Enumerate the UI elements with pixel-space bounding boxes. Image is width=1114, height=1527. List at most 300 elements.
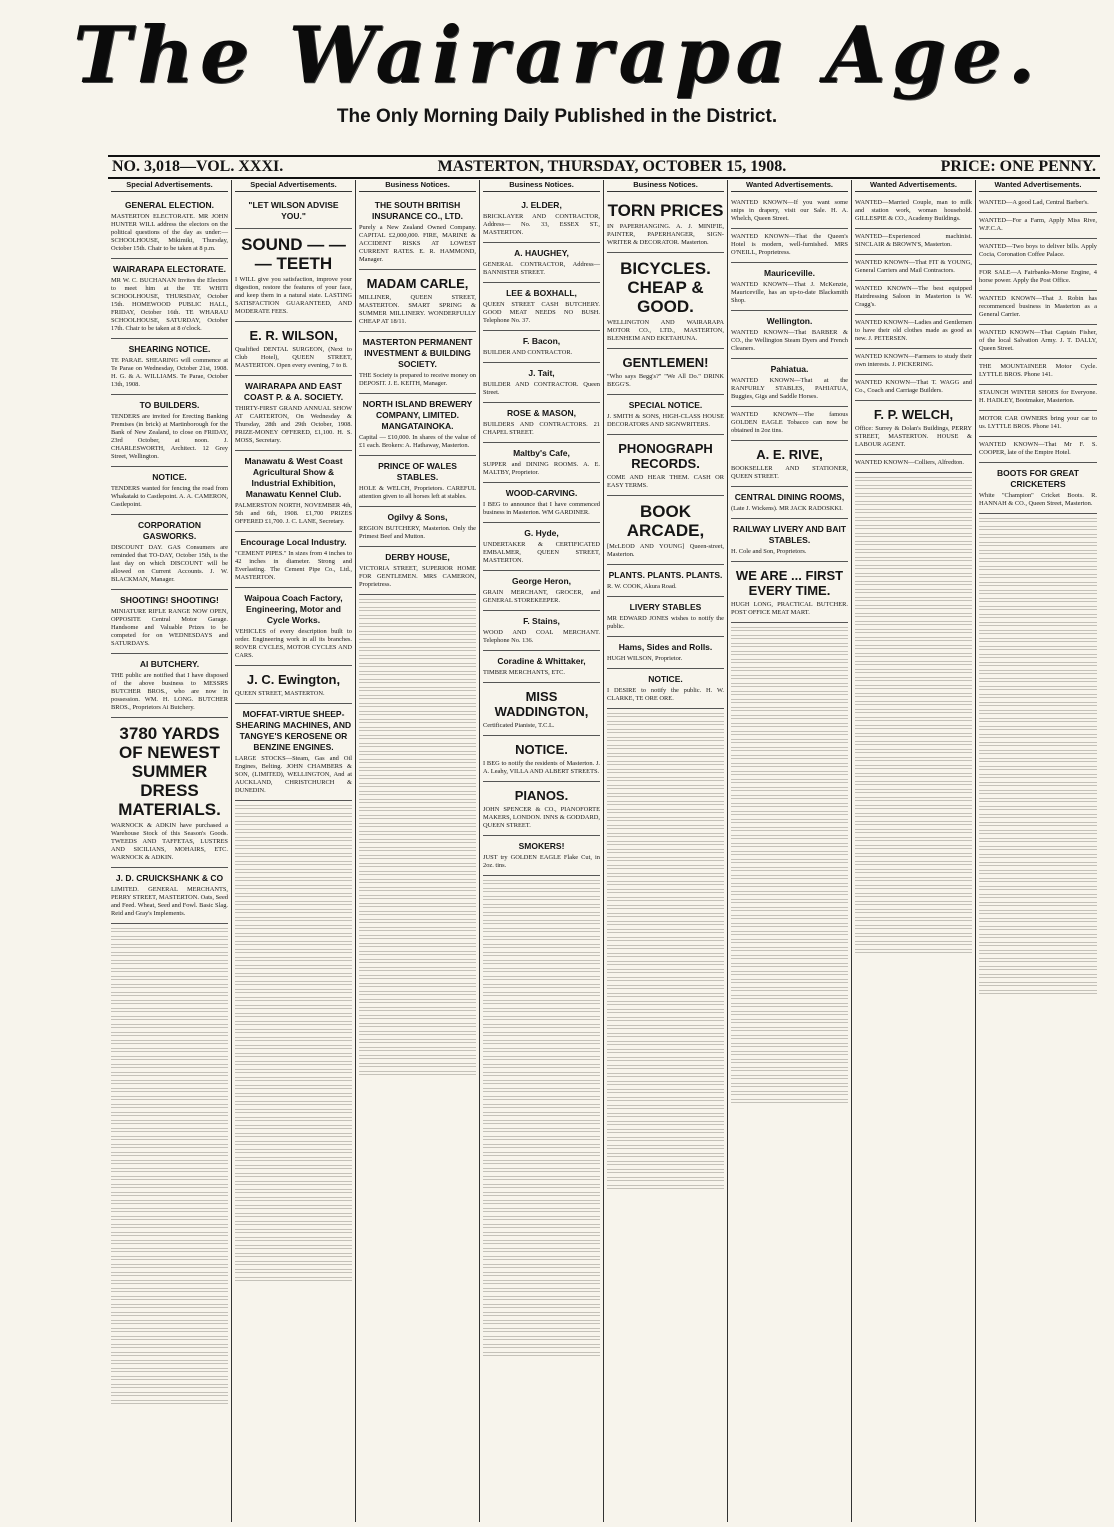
print-texture: [483, 1022, 600, 1028]
ad-body: Capital — £10,000. In shares of the value of £1 each. Brokers: A. Hathaway, Masterton.: [359, 434, 476, 449]
print-texture: [855, 915, 972, 921]
print-texture: [111, 982, 228, 988]
print-texture: [855, 715, 972, 721]
print-texture: [111, 1174, 228, 1180]
print-texture: [979, 604, 1097, 610]
print-texture: [111, 1118, 228, 1124]
print-texture: [607, 935, 724, 941]
ad-body: JUST try GOLDEN EAGLE Flake Cut, in 2oz. tins.: [483, 854, 600, 869]
print-texture: [359, 701, 476, 707]
print-texture: [235, 1235, 352, 1241]
print-texture: [483, 1214, 600, 1220]
print-texture: [731, 937, 848, 943]
print-texture: [483, 1262, 600, 1268]
print-texture: [731, 785, 848, 791]
print-texture: [979, 740, 1097, 746]
print-texture: [731, 985, 848, 991]
print-texture: [731, 1001, 848, 1007]
print-texture: [607, 1087, 724, 1093]
advertisement: [111, 654, 228, 718]
advertisement: [607, 349, 724, 395]
print-texture: [483, 1230, 600, 1236]
advertisement: [235, 451, 352, 532]
ad-heading: SHOOTING! SHOOTING!: [120, 595, 219, 605]
print-texture: [359, 813, 476, 819]
ad-body: MASTERTON ELECTORATE. MR JOHN HUNTER WILL address the electors on the political questions of the day as under:— SCHOOLHOUSE, Mikimiki, Thursday, October 15th. Chair to be taken at 8 p.m.: [111, 213, 228, 252]
ad-body: (Late J. Wickens). MR JACK RADOSKKI.: [731, 505, 843, 512]
ad-body: HOLE & WELCH, Proprietors. CAREFUL attention given to all horses left at stables.: [359, 485, 476, 500]
advertisement: [483, 836, 600, 876]
advertisement: [731, 519, 848, 562]
print-texture: [979, 836, 1097, 842]
print-texture: [731, 897, 848, 903]
print-texture: [359, 797, 476, 803]
print-texture: [359, 965, 476, 971]
advertisement: [483, 363, 600, 403]
ad-heading: Mauriceville.: [763, 268, 816, 278]
print-texture: [483, 1302, 600, 1308]
print-texture: [855, 755, 972, 761]
print-texture: [731, 865, 848, 871]
print-texture: [979, 652, 1097, 658]
print-texture: [359, 837, 476, 843]
print-texture: [483, 918, 600, 924]
print-texture: [607, 807, 724, 813]
ad-body: THE Society is prepared to receive money on DEPOSIT. J. E. KEITH, Manager.: [359, 372, 476, 387]
print-texture: [111, 1390, 228, 1396]
print-texture: [111, 1222, 228, 1228]
print-texture: [607, 1055, 724, 1061]
print-texture: [607, 815, 724, 821]
ad-body: MR W. C. BUCHANAN Invites the Electors to meet him at the TE WHITI SCHOOLHOUSE, THURSDAY, October 15th. HOMEWOOD PUBLIC HALL, FRIDAY, October 16th. TE WHARAU SCHOOLHOUSE, SATURDAY, October 17th. Chair to be taken at 8 o'clock.: [111, 277, 228, 332]
print-texture: [855, 739, 972, 745]
ad-body: J. SMITH & SONS, HIGH-CLASS HOUSE DECORATORS AND SIGNWRITERS.: [607, 413, 724, 428]
print-texture: [483, 926, 600, 932]
print-texture: [855, 923, 972, 929]
print-texture: [359, 613, 476, 619]
print-texture: [235, 1147, 352, 1153]
print-texture: [111, 1206, 228, 1212]
advertisement: [731, 195, 848, 229]
ad-body: Certificated Pianiste, T.C.L.: [483, 722, 555, 729]
ad-heading: CORPORATION GASWORKS.: [137, 520, 202, 541]
ad-body: White "Champion" Cricket Boots. R. HANNAH & CO., Queen Street, Masterton.: [979, 492, 1097, 507]
advertisement: [607, 669, 724, 709]
print-texture: [855, 883, 972, 889]
advertisement: [731, 441, 848, 487]
print-texture: [359, 981, 476, 987]
print-texture: [855, 579, 972, 585]
print-texture: [359, 621, 476, 627]
print-texture: [111, 1294, 228, 1300]
print-texture: [483, 1110, 600, 1116]
ad-body: JOHN SPENCER & CO., PIANOFORTE MAKERS, LONDON. INNS & GODDARD, QUEEN STREET.: [483, 806, 600, 829]
print-texture: [483, 1254, 600, 1260]
print-texture: [359, 733, 476, 739]
print-texture: [111, 1038, 228, 1044]
print-texture: [359, 805, 476, 811]
print-texture: [359, 773, 476, 779]
print-texture: [979, 844, 1097, 850]
print-texture: [235, 963, 352, 969]
print-texture: [235, 907, 352, 913]
print-texture: [483, 1198, 600, 1204]
print-texture: [111, 1142, 228, 1148]
advertisement: [855, 349, 972, 375]
print-texture: [235, 843, 352, 849]
print-texture: [731, 1041, 848, 1047]
column-header: Wanted Advertisements.: [979, 180, 1097, 192]
ad-heading: GENTLEMEN!: [622, 355, 709, 370]
print-texture: [235, 971, 352, 977]
column-header: Business Notices.: [607, 180, 724, 192]
print-texture: [235, 939, 352, 945]
print-texture: [235, 1179, 352, 1185]
print-texture: [483, 1342, 600, 1348]
print-texture: [731, 697, 848, 703]
ad-heading: J. ELDER,: [521, 200, 562, 210]
ad-heading: BICYCLES. CHEAP & GOOD.: [620, 259, 711, 316]
print-texture: [483, 910, 600, 916]
column-8: [976, 180, 1100, 1522]
print-texture: [111, 1102, 228, 1108]
print-texture: [979, 940, 1097, 946]
ad-body: WANTED KNOWN—The famous GOLDEN EAGLE Tobacco can now be obtained in 2oz tins.: [731, 411, 848, 434]
print-texture: [235, 875, 352, 881]
print-texture: [483, 1206, 600, 1212]
print-texture: [731, 769, 848, 775]
print-texture: [607, 767, 724, 773]
print-texture: [855, 507, 972, 513]
print-texture: [483, 1350, 600, 1356]
print-texture: [979, 948, 1097, 954]
print-texture: [979, 668, 1097, 674]
print-texture: [235, 979, 352, 985]
print-texture: [235, 851, 352, 857]
ad-body: WANTED KNOWN—That FIT & YOUNG, General Carriers and Mail Contractors.: [855, 259, 972, 274]
print-texture: [855, 667, 972, 673]
print-texture: [855, 691, 972, 697]
print-texture: [607, 1151, 724, 1157]
ad-body: WANTED KNOWN—That Captain Fisher, of the local Salvation Army. J. T. DALLY, Queen Street.: [979, 329, 1097, 352]
print-texture: [483, 942, 600, 948]
print-texture: [607, 1023, 724, 1029]
print-texture: [483, 1318, 600, 1324]
print-texture: [235, 1011, 352, 1017]
print-texture: [483, 1078, 600, 1084]
print-texture: [111, 1078, 228, 1084]
print-texture: [235, 883, 352, 889]
print-texture: [607, 879, 724, 885]
ad-heading: F. P. WELCH,: [873, 407, 954, 422]
print-texture: [111, 1254, 228, 1260]
print-texture: [235, 1083, 352, 1089]
print-texture: [855, 843, 972, 849]
print-texture: [235, 803, 352, 809]
ad-body: WANTED—Married Couple, man to milk and station work, woman household. GILLESPIE & CO., Academy Buildings.: [855, 199, 972, 222]
print-texture: [607, 719, 724, 725]
print-texture: [731, 737, 848, 743]
print-texture: [731, 809, 848, 815]
ad-heading: Waipoua Coach Factory, Engineering, Motor and Cycle Works.: [244, 593, 343, 625]
print-texture: [979, 772, 1097, 778]
ad-heading: J. Tait,: [528, 368, 555, 378]
print-texture: [483, 1182, 600, 1188]
print-texture: [235, 1099, 352, 1105]
advertisement: [235, 322, 352, 376]
column-4: [480, 180, 604, 1522]
print-texture: [855, 891, 972, 897]
ad-heading: Pahiatua.: [770, 364, 809, 374]
ad-body: TENDERS wanted for fencing the road from Whakataki to Castlepoint. A. A. CAMERON, Castlepoint.: [111, 485, 228, 508]
advertisement: [607, 253, 724, 349]
ad-heading: BOOK ARCADE,: [626, 502, 705, 540]
ad-body: BUILDER AND CONTRACTOR. Queen Street.: [483, 381, 600, 396]
print-texture: [607, 1175, 724, 1181]
print-texture: [731, 961, 848, 967]
print-texture: [483, 1126, 600, 1132]
print-texture: [359, 597, 476, 603]
advertisement: [235, 532, 352, 588]
print-texture: [855, 771, 972, 777]
print-texture: [855, 811, 972, 817]
print-texture: [979, 860, 1097, 866]
print-texture: [607, 1103, 724, 1109]
print-texture: [111, 1134, 228, 1140]
print-texture: [731, 953, 848, 959]
ad-heading: SPECIAL NOTICE.: [628, 400, 703, 410]
print-texture: [483, 886, 600, 892]
print-texture: [855, 939, 972, 945]
print-texture: [731, 889, 848, 895]
print-texture: [979, 812, 1097, 818]
print-texture: [979, 692, 1097, 698]
print-texture: [607, 775, 724, 781]
print-texture: [607, 839, 724, 845]
column-header: Wanted Advertisements.: [731, 180, 848, 192]
print-texture: [607, 863, 724, 869]
print-texture: [359, 949, 476, 955]
ad-heading: THE SOUTH BRITISH INSURANCE CO., LTD.: [372, 200, 463, 221]
ad-body: THE public are notified that I have disposed of the above business to MESSRS BUTCHER BROS., who are now in possession. WM. H. LONG. BUTCHER BROS., Proprietors Ai Butchery.: [111, 672, 228, 711]
masthead-subtitle: The Only Morning Daily Published in the District.: [336, 106, 778, 127]
ad-body: VICTORIA STREET, SUPERIOR HOME FOR GENTLEMEN. MRS CAMERON, Proprietress.: [359, 565, 476, 588]
print-texture: [235, 1187, 352, 1193]
print-texture: [359, 1029, 476, 1035]
ad-heading: Coradine & Whittaker,: [497, 656, 586, 666]
ad-body: Purely a New Zealand Owned Company. CAPITAL £2,000,000. FIRE, MARINE & ACCIDENT RISKS AT LOWEST CURRENT RATES. E. R. HAMMOND, Manager.: [359, 224, 476, 263]
advertisement: [483, 571, 600, 611]
ad-body: "Who says Begg's?" "We All Do." DRINK BEGG'S.: [607, 373, 724, 388]
print-texture: [979, 972, 1097, 978]
print-texture: [731, 665, 848, 671]
print-texture: [235, 835, 352, 841]
print-texture: [855, 475, 972, 481]
print-texture: [607, 751, 724, 757]
print-texture: [483, 1166, 600, 1172]
print-texture: [111, 1030, 228, 1036]
print-texture: [235, 1139, 352, 1145]
dateline: [108, 155, 1100, 179]
print-texture: [235, 947, 352, 953]
print-texture: [111, 1302, 228, 1308]
ad-body: UNDERTAKER & CERTIFICATED EMBALMER, QUEEN STREET, MASTERTON.: [483, 541, 600, 564]
print-texture: [111, 1110, 228, 1116]
print-texture: [731, 1081, 848, 1087]
masthead-title: The Wairarapa Age.: [73, 10, 1041, 101]
print-texture: [731, 657, 848, 663]
print-texture: [855, 851, 972, 857]
ad-heading: 3780 YARDS OF NEWEST SUMMER DRESS MATERIALS.: [118, 724, 221, 819]
print-texture: [731, 1089, 848, 1095]
print-texture: [359, 685, 476, 691]
advertisement: [359, 456, 476, 507]
print-texture: [979, 876, 1097, 882]
print-texture: [855, 699, 972, 705]
print-texture: [731, 1073, 848, 1079]
print-texture: [855, 603, 972, 609]
print-texture: [111, 966, 228, 972]
print-texture: [855, 867, 972, 873]
print-texture: [855, 595, 972, 601]
print-texture: [235, 1091, 352, 1097]
print-texture: [979, 988, 1097, 994]
ad-body: "CEMENT PIPES." In sizes from 4 inches to 42 inches in diameter. Strong and Everlasting. The Cement Pipe Co., Ltd., MASTERTON.: [235, 550, 352, 581]
ad-heading: TORN PRICES: [607, 201, 724, 220]
print-texture: [359, 741, 476, 747]
advertisement: [111, 395, 228, 467]
ad-heading: G. Hyde,: [524, 528, 559, 538]
ad-body: WANTED KNOWN—Colliers, Alfredton.: [855, 459, 964, 466]
ad-body: WANTED KNOWN—That J. Robin has recommenced business in Masterton as a General Carrier.: [979, 295, 1097, 318]
print-texture: [979, 804, 1097, 810]
print-texture: [607, 1143, 724, 1149]
print-texture: [235, 1259, 352, 1265]
print-texture: [979, 716, 1097, 722]
advertisement: [483, 243, 600, 283]
print-texture: [235, 819, 352, 825]
print-texture: [607, 1031, 724, 1037]
advertisement: [731, 359, 848, 407]
print-texture: [607, 911, 724, 917]
ad-body: WANTED KNOWN—That Mr F. S. COOPER, late of the Empire Hotel.: [979, 441, 1097, 456]
ad-body: [McLEOD AND YOUNG] Queen-street, Masterton.: [607, 543, 724, 558]
print-texture: [979, 924, 1097, 930]
advertisement: [483, 403, 600, 443]
print-texture: [483, 1238, 600, 1244]
print-texture: [235, 1115, 352, 1121]
print-texture: [235, 1075, 352, 1081]
print-texture: [111, 1126, 228, 1132]
ad-body: MILLINER, QUEEN STREET, MASTERTON. SMART SPRING & SUMMER MILLINERY. WONDERFULLY CHEAP AT 18/11.: [359, 294, 476, 325]
ad-heading: "LET WILSON ADVISE YOU.": [248, 200, 339, 221]
print-texture: [607, 983, 724, 989]
ad-body: R. W. COOK, Akura Road.: [607, 583, 677, 590]
advertisement: [607, 496, 724, 565]
print-texture: [979, 900, 1097, 906]
ad-heading: A. HAUGHEY,: [514, 248, 569, 258]
print-texture: [855, 635, 972, 641]
print-texture: [979, 572, 1097, 578]
print-texture: [731, 817, 848, 823]
advertisement: [979, 359, 1097, 385]
advertisement: [111, 259, 228, 339]
print-texture: [483, 1014, 600, 1020]
print-texture: [111, 1350, 228, 1356]
ad-heading: BOOTS FOR GREAT CRICKETERS: [996, 468, 1079, 489]
print-texture: [855, 659, 972, 665]
ad-body: TE PARAE. SHEARING will commence at Te Parae on Wednesday, October 21st, 1908. H. G. & A. WILLIAMS. Te Parae, October 13th, 1908.: [111, 357, 228, 388]
print-texture: [855, 675, 972, 681]
print-texture: [235, 1219, 352, 1225]
print-texture: [359, 861, 476, 867]
ad-heading: E. R. WILSON,: [249, 328, 338, 343]
print-texture: [731, 713, 848, 719]
print-texture: [111, 1214, 228, 1220]
print-texture: [111, 1310, 228, 1316]
column-6: [728, 180, 852, 1522]
advertisement: [607, 597, 724, 637]
advertisement: [235, 588, 352, 666]
ad-body: PALMERSTON NORTH, NOVEMBER 4th, 5th and 6th, 1908. £1,700 PRIZES OFFERED £1,700. J. C. LANE, Secretary.: [235, 502, 352, 525]
print-texture: [359, 1053, 476, 1059]
column-header: Business Notices.: [359, 180, 476, 192]
ad-heading: J. C. Ewington,: [246, 672, 341, 687]
print-texture: [111, 1286, 228, 1292]
print-texture: [607, 1007, 724, 1013]
ad-body: WANTED KNOWN—If you want some snips in drapery, visit our Sale. H. A. Whelch, Queen Street.: [731, 199, 848, 222]
ad-heading: Ogilvy & Sons,: [387, 512, 448, 522]
print-texture: [483, 1070, 600, 1076]
advertisement: [979, 213, 1097, 239]
ad-body: WANTED KNOWN—Ladies and Gentlemen to have their old clothes made as good as new. J. PETERSEN.: [855, 319, 972, 342]
print-texture: [235, 923, 352, 929]
print-texture: [111, 1198, 228, 1204]
print-texture: [855, 491, 972, 497]
ad-heading: AI BUTCHERY.: [139, 659, 200, 669]
advertisement: [607, 637, 724, 669]
ad-heading: MADAM CARLE,: [366, 276, 469, 291]
print-texture: [111, 1158, 228, 1164]
print-texture: [483, 982, 600, 988]
print-texture: [359, 941, 476, 947]
print-texture: [111, 1318, 228, 1324]
advertisement: [979, 325, 1097, 359]
print-texture: [855, 523, 972, 529]
print-texture: [731, 705, 848, 711]
price: PRICE: ONE PENNY.: [940, 158, 1096, 175]
advertisement: [111, 467, 228, 515]
print-texture: [855, 827, 972, 833]
print-texture: [235, 1051, 352, 1057]
print-texture: [979, 908, 1097, 914]
ad-body: WARNOCK & ADKIN have purchased a Warehouse Stock of this Season's Goods. TWEEDS AND TAFFETAS, LUSTRES AND SICILIANS, MOHAIRS, ETC. WARNOCK & ADKIN.: [111, 822, 228, 861]
print-texture: [731, 625, 848, 631]
print-texture: [483, 1030, 600, 1036]
print-texture: [359, 853, 476, 859]
advertisement: [855, 455, 972, 473]
advertisement: [483, 736, 600, 782]
ad-body: BOOKSELLER AND STATIONER, QUEEN STREET.: [731, 465, 848, 480]
print-texture: [111, 1062, 228, 1068]
print-texture: [855, 835, 972, 841]
print-texture: [731, 849, 848, 855]
advertisement: [731, 311, 848, 359]
print-texture: [235, 1059, 352, 1065]
advertisement: [607, 565, 724, 597]
print-texture: [235, 1251, 352, 1257]
ad-heading: NOTICE.: [648, 674, 683, 684]
